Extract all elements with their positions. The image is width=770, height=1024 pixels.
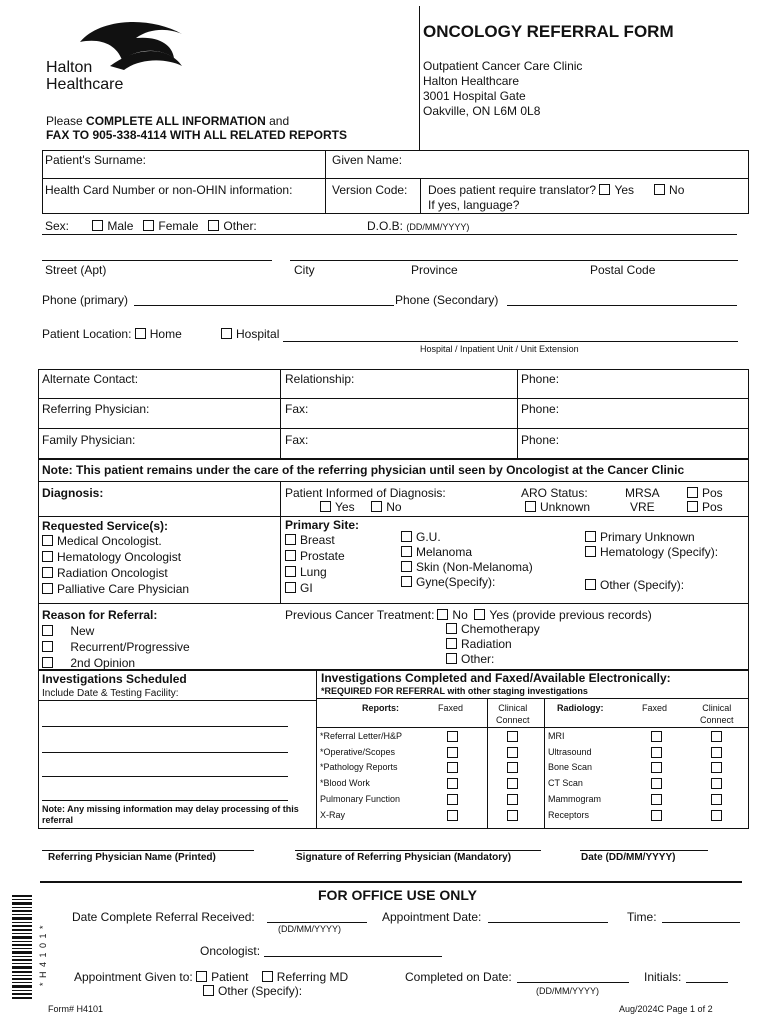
connect-checkbox[interactable] xyxy=(711,794,722,805)
aro-unknown-checkbox[interactable] xyxy=(525,501,536,512)
appt-other-checkbox[interactable] xyxy=(203,985,214,996)
relationship-label: Relationship: xyxy=(285,372,355,386)
gi-checkbox[interactable] xyxy=(285,582,296,593)
breast-checkbox[interactable] xyxy=(285,534,296,545)
informed-yes-checkbox[interactable] xyxy=(320,501,331,512)
faxed-checkbox[interactable] xyxy=(447,778,458,789)
hematology-oncologist-checkbox[interactable] xyxy=(42,551,53,562)
connect-checkbox[interactable] xyxy=(711,810,722,821)
received-label: Date Complete Referral Received: xyxy=(72,910,255,924)
recurrent-checkbox[interactable] xyxy=(42,641,53,652)
alternate-contact-label: Alternate Contact: xyxy=(42,372,139,386)
previous-list: Chemotherapy Radiation Other: xyxy=(446,622,540,667)
connect-checkbox[interactable] xyxy=(507,731,518,742)
translator-yes-checkbox[interactable] xyxy=(599,184,610,195)
barcode-text: * H 4 1 0 1 * xyxy=(38,924,48,986)
informed-options: Yes No xyxy=(320,500,402,514)
phone-primary-label: Phone (primary) xyxy=(42,293,129,307)
city-label: City xyxy=(294,263,315,277)
radiation-checkbox[interactable] xyxy=(446,638,457,649)
primary-unknown-checkbox[interactable] xyxy=(585,531,596,542)
appointment-date-label: Appointment Date: xyxy=(382,910,482,924)
faxed-checkbox[interactable] xyxy=(447,762,458,773)
received-fmt: (DD/MM/YYYY) xyxy=(278,924,341,934)
version-code-label: Version Code: xyxy=(332,183,408,197)
logo-text: Halton Healthcare xyxy=(46,59,124,93)
mrsa-label: MRSA xyxy=(625,486,660,500)
clinical-connect-header-2: Clinical Connect xyxy=(700,703,734,725)
connect-checkbox[interactable] xyxy=(507,747,518,758)
radiology-header: Radiology: xyxy=(557,703,604,713)
translator-no-checkbox[interactable] xyxy=(654,184,665,195)
site-col2: G.U. Melanoma Skin (Non-Melanoma) Gyne(Specify): xyxy=(401,530,533,590)
inv-completed-label: Investigations Completed and Faxed/Available Electronically: xyxy=(321,671,671,685)
faxed-checkbox[interactable] xyxy=(447,810,458,821)
hospital-option: Hospital xyxy=(221,327,279,341)
connect-checkbox[interactable] xyxy=(507,762,518,773)
male-checkbox[interactable] xyxy=(92,220,103,231)
services-list: Medical Oncologist. Hematology Oncologist Radiation Oncologist Palliative Care Physician xyxy=(42,533,189,597)
lung-checkbox[interactable] xyxy=(285,566,296,577)
family-fax-label: Fax: xyxy=(285,433,309,447)
date-label: Date (DD/MM/YYYY) xyxy=(581,852,676,863)
radiology-connect-checkboxes xyxy=(711,729,726,823)
female-checkbox[interactable] xyxy=(143,220,154,231)
gu-checkbox[interactable] xyxy=(401,531,412,542)
reason-label: Reason for Referral: xyxy=(42,608,158,622)
form-title: ONCOLOGY REFERRAL FORM xyxy=(423,22,674,41)
radiation-oncologist-checkbox[interactable] xyxy=(42,567,53,578)
site-other: Other (Specify): xyxy=(585,578,684,592)
site-col1: Breast Prostate Lung GI xyxy=(285,532,345,596)
reason-list: New Recurrent/Progressive 2nd Opinion xyxy=(42,623,190,671)
street-label: Street (Apt) xyxy=(45,263,107,277)
prostate-checkbox[interactable] xyxy=(285,550,296,561)
second-opinion-checkbox[interactable] xyxy=(42,657,53,668)
care-note: Note: This patient remains under the care of the referring physician until seen by Oncologist at the Cancer Clinic xyxy=(42,463,685,477)
gyne-checkbox[interactable] xyxy=(401,576,412,587)
other-treatment-checkbox[interactable] xyxy=(446,653,457,664)
office-use-title: FOR OFFICE USE ONLY xyxy=(318,887,477,903)
mrsa-pos: Pos xyxy=(687,486,723,500)
home-checkbox[interactable] xyxy=(135,328,146,339)
appt-patient-checkbox[interactable] xyxy=(196,971,207,982)
melanoma-checkbox[interactable] xyxy=(401,546,412,557)
connect-checkbox[interactable] xyxy=(507,794,518,805)
radiology-faxed-checkboxes xyxy=(651,729,666,823)
inv-scheduled-sub: Include Date & Testing Facility: xyxy=(42,688,179,699)
faxed-checkbox[interactable] xyxy=(651,778,662,789)
reports-header: Reports: xyxy=(362,703,400,713)
missing-info-note: Note: Any missing information may delay processing of this referral xyxy=(42,804,299,825)
barcode-icon xyxy=(12,895,32,1000)
appt-referring-md-checkbox[interactable] xyxy=(262,971,273,982)
health-card-label: Health Card Number or non-OHIN information: xyxy=(45,183,293,197)
faxed-checkbox[interactable] xyxy=(651,747,662,758)
fax-instruction: FAX TO 905-338-4114 WITH ALL RELATED REPORTS xyxy=(46,128,347,142)
diagnosis-label: Diagnosis: xyxy=(42,486,104,500)
given-name-label: Given Name: xyxy=(332,153,403,167)
other-sex-checkbox[interactable] xyxy=(208,220,219,231)
previous-yes-checkbox[interactable] xyxy=(474,609,485,620)
faxed-checkbox[interactable] xyxy=(651,810,662,821)
other-site-checkbox[interactable] xyxy=(585,579,596,590)
faxed-checkbox[interactable] xyxy=(447,731,458,742)
page-number: Aug/2024C Page 1 of 2 xyxy=(619,1004,713,1014)
instruction: Please COMPLETE ALL INFORMATION and xyxy=(46,114,290,128)
faxed-checkbox[interactable] xyxy=(651,762,662,773)
previous-no-checkbox[interactable] xyxy=(437,609,448,620)
medical-oncologist-checkbox[interactable] xyxy=(42,535,53,546)
connect-checkbox[interactable] xyxy=(711,778,722,789)
palliative-care-checkbox[interactable] xyxy=(42,583,53,594)
postal-code-label: Postal Code xyxy=(590,263,656,277)
radiology-items: MRI Ultrasound Bone Scan CT Scan Mammogram Receptors xyxy=(548,731,602,820)
faxed-checkbox[interactable] xyxy=(447,747,458,758)
completed-label: Completed on Date: xyxy=(405,970,512,984)
informed-no-checkbox[interactable] xyxy=(371,501,382,512)
connect-checkbox[interactable] xyxy=(711,762,722,773)
sex-row: Sex: Male Female Other: xyxy=(45,219,257,233)
location-row: Patient Location: Home xyxy=(42,327,182,341)
translator-question: Does patient require translator? Yes No xyxy=(428,183,685,197)
inv-scheduled-label: Investigations Scheduled xyxy=(42,672,187,686)
clinic-address: Outpatient Cancer Care Clinic Halton Healthcare 3001 Hospital Gate Oakville, ON L6M 0L8 xyxy=(423,59,583,118)
initials-label: Initials: xyxy=(644,970,682,984)
connect-checkbox[interactable] xyxy=(711,747,722,758)
new-checkbox[interactable] xyxy=(42,625,53,636)
language-label: If yes, language? xyxy=(428,198,520,212)
alternate-phone-label: Phone: xyxy=(521,372,560,386)
report-connect-checkboxes xyxy=(507,729,522,823)
connect-checkbox[interactable] xyxy=(507,810,518,821)
time-label: Time: xyxy=(627,910,657,924)
family-phone-label: Phone: xyxy=(521,433,560,447)
connect-checkbox[interactable] xyxy=(507,778,518,789)
hospital-note: Hospital / Inpatient Unit / Unit Extension xyxy=(420,344,579,354)
skin-checkbox[interactable] xyxy=(401,561,412,572)
required-note: *REQUIRED FOR REFERRAL with other staging investigations xyxy=(321,686,588,696)
signature-label: Signature of Referring Physician (Mandatory) xyxy=(296,852,512,863)
province-label: Province xyxy=(411,263,458,277)
previous-treatment: Previous Cancer Treatment: No Yes (provide previous records) xyxy=(285,608,652,622)
oncologist-label: Oncologist: xyxy=(200,944,261,958)
referring-fax-label: Fax: xyxy=(285,402,309,416)
aro-unknown: Unknown xyxy=(525,500,590,514)
aro-status-label: ARO Status: xyxy=(521,486,588,500)
site-col3: Primary Unknown Hematology (Specify): xyxy=(585,530,718,560)
referring-phone-label: Phone: xyxy=(521,402,560,416)
completed-fmt: (DD/MM/YYYY) xyxy=(536,986,599,996)
services-label: Requested Service(s): xyxy=(42,519,169,533)
dob-label: D.O.B: (DD/MM/YYYY) xyxy=(367,219,470,233)
chemotherapy-checkbox[interactable] xyxy=(446,623,457,634)
informed-label: Patient Informed of Diagnosis: xyxy=(285,486,446,500)
appt-given-row: Appointment Given to: Patient Referring MD xyxy=(74,970,349,984)
family-physician-label: Family Physician: xyxy=(42,433,136,447)
appt-other: Other (Specify): xyxy=(203,984,302,998)
mrsa-pos-checkbox[interactable] xyxy=(687,487,698,498)
hematology-specify-checkbox[interactable] xyxy=(585,546,596,557)
referring-physician-label: Referring Physician: xyxy=(42,402,150,416)
faxed-checkbox[interactable] xyxy=(651,731,662,742)
phone-secondary-label: Phone (Secondary) xyxy=(395,293,499,307)
faxed-header: Faxed xyxy=(438,703,464,713)
vre-pos-checkbox[interactable] xyxy=(687,501,698,512)
clinical-connect-header: Clinical Connect xyxy=(496,703,530,725)
faxed-checkbox[interactable] xyxy=(447,794,458,805)
surname-label: Patient's Surname: xyxy=(45,153,147,167)
physician-name-label: Referring Physician Name (Printed) xyxy=(48,852,216,863)
report-faxed-checkboxes xyxy=(447,729,462,823)
primary-site-label: Primary Site: xyxy=(285,518,360,532)
vre-label: VRE xyxy=(630,500,655,514)
connect-checkbox[interactable] xyxy=(711,731,722,742)
hospital-checkbox[interactable] xyxy=(221,328,232,339)
report-items: *Referral Letter/H&P *Operative/Scopes *Pathology Reports *Blood Work Pulmonary Function X-Ray xyxy=(320,731,403,820)
vre-pos: Pos xyxy=(687,500,723,514)
faxed-header-2: Faxed xyxy=(642,703,668,713)
faxed-checkbox[interactable] xyxy=(651,794,662,805)
form-number: Form# H4101 xyxy=(48,1004,104,1014)
